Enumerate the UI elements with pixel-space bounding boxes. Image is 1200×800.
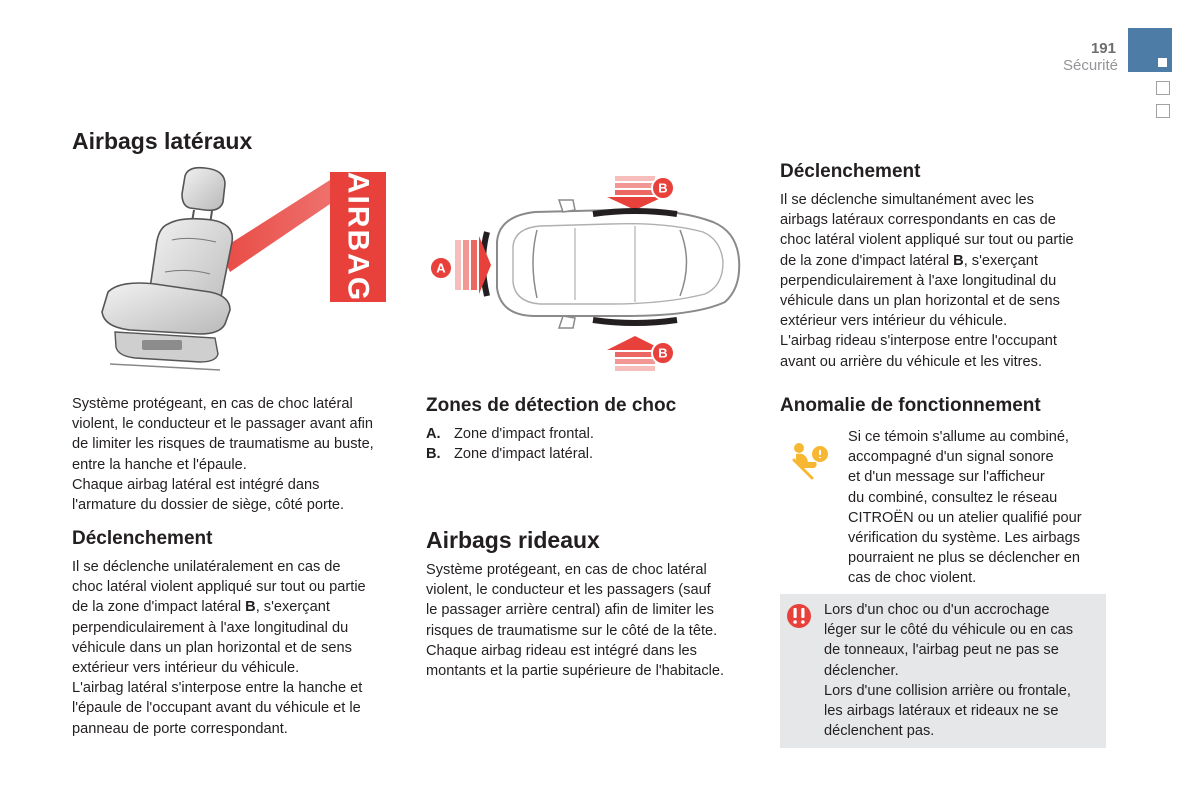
left-deploy-title: Déclenchement	[72, 528, 213, 549]
zone-item	[426, 444, 746, 464]
chapter-tab-box	[1156, 104, 1170, 118]
deploy-line: choc latéral violent appliqué sur tout ou partie	[780, 232, 1074, 249]
curtain-line: montants et la partie supérieure de l'habitacle.	[426, 663, 725, 680]
curtain-line: le passager arrière central) afin de limiter les	[426, 602, 714, 619]
deploy-line: perpendiculairement à l'axe longitudinal du	[72, 619, 349, 636]
car-impact-zones-illustration	[425, 170, 765, 380]
warning-line: léger sur le côté du véhicule ou en cas	[824, 622, 1074, 639]
deploy-line: Il se déclenche simultanément avec les	[780, 192, 1034, 208]
chapter-tab-indicator	[1158, 58, 1167, 67]
deploy-line: airbags latéraux correspondants en cas de	[780, 212, 1056, 229]
curtain-line: violent, le conducteur et les passagers (sauf	[426, 582, 711, 599]
curtain-line: risques de traumatisme sur le côté de la tête.	[426, 622, 718, 639]
intro-line: Chaque airbag latéral est intégré dans	[72, 476, 320, 493]
anomaly-line: cas de choc violent.	[848, 570, 977, 587]
deploy-line: L'airbag latéral s'interpose entre la hanche et	[72, 680, 363, 697]
anomaly-line: CITROËN ou un atelier qualifié pour	[848, 509, 1082, 526]
intro-line: de limiter les risques de traumatisme au buste,	[72, 436, 374, 453]
airbag-label: AIRBAG	[341, 171, 375, 303]
warning-line: Lors d'une collision arrière ou frontale,	[824, 682, 1071, 699]
zone-item	[426, 424, 746, 444]
zones-title: Zones de détection de choc	[426, 395, 677, 416]
anomaly-line: accompagné d'un signal sonore	[848, 449, 1054, 466]
zone-text: Zone d'impact latéral.	[454, 446, 594, 462]
deploy-line: de la zone d'impact latéral B, s'exerçant	[780, 252, 1038, 269]
anomaly-line: Si ce témoin s'allume au combiné,	[848, 429, 1069, 445]
deploy-line: perpendiculairement à l'axe longitudinal du	[780, 272, 1057, 289]
anomaly-line: du combiné, consultez le réseau	[848, 489, 1058, 506]
warning-line: déclenchent pas.	[824, 723, 935, 740]
intro-line: entre la hanche et l'épaule.	[72, 456, 247, 473]
zone-text: Zone d'impact frontal.	[454, 426, 594, 442]
impact-marker-a: A	[436, 260, 446, 276]
deploy-line: panneau de porte correspondant.	[72, 720, 288, 737]
zones-list	[426, 424, 746, 464]
deploy-line: choc latéral violent appliqué sur tout ou partie	[72, 579, 366, 596]
intro-line: l'armature du dossier de siège, côté porte.	[72, 497, 345, 514]
warning-line: déclencher.	[824, 662, 899, 679]
zone-letter: A.	[426, 426, 441, 442]
deploy-line: avant ou arrière du véhicule et les vitres.	[780, 353, 1043, 370]
curtain-line: Chaque airbag rideau est intégré dans les	[426, 642, 697, 659]
warning-exclamation-icon	[786, 603, 812, 629]
airbags-rideaux-text	[426, 560, 756, 681]
intro-line: violent, le conducteur et le passager avant afin	[72, 416, 373, 433]
anomaly-line: et d'un message sur l'afficheur	[848, 469, 1045, 486]
anomaly-line: pourraient ne plus se déclencher en	[848, 550, 1081, 567]
deploy-line: extérieur vers intérieur du véhicule.	[780, 313, 1008, 330]
impact-marker-b-bottom: B	[658, 345, 668, 361]
warning-line: Lors d'un choc ou d'un accrochage	[824, 602, 1050, 618]
intro-line: Système protégeant, en cas de choc latéral	[72, 396, 353, 412]
deploy-line: Il se déclenche unilatéralement en cas de	[72, 559, 341, 575]
deploy-line: extérieur vers intérieur du véhicule.	[72, 660, 300, 677]
anomaly-title: Anomalie de fonctionnement	[780, 395, 1041, 416]
deploy-line: véhicule dans un plan horizontal et de sens	[72, 639, 352, 656]
anomaly-line: vérification du système. Les airbags	[848, 530, 1080, 547]
zone-letter: B.	[426, 446, 441, 462]
warning-text	[824, 600, 1104, 741]
warning-line: les airbags latéraux et rideaux ne se	[824, 703, 1059, 720]
anomaly-text	[848, 427, 1108, 589]
left-deploy-text	[72, 557, 402, 739]
airbags-lateraux-intro	[72, 394, 402, 515]
section-name: Sécurité	[1062, 57, 1118, 74]
warning-line: de tonneaux, l'airbag peut ne pas se	[824, 642, 1059, 659]
page-number: 191	[1090, 40, 1116, 57]
chapter-tab-box	[1156, 81, 1170, 95]
deploy-line: de la zone d'impact latéral B, s'exerçant	[72, 599, 330, 616]
deploy-line: L'airbag rideau s'interpose entre l'occupant	[780, 333, 1057, 350]
airbags-rideaux-title: Airbags rideaux	[426, 527, 600, 553]
airbag-warning-lamp-icon	[786, 440, 836, 480]
airbags-lateraux-title: Airbags latéraux	[72, 128, 253, 154]
deploy-line: véhicule dans un plan horizontal et de sens	[780, 293, 1060, 310]
impact-marker-b-top: B	[658, 180, 668, 196]
seat-airbag-illustration	[90, 162, 390, 377]
curtain-line: Système protégeant, en cas de choc latéral	[426, 562, 707, 578]
right-deploy-title: Déclenchement	[780, 161, 921, 182]
deploy-line: l'épaule de l'occupant avant du véhicule et le	[72, 700, 361, 717]
right-deploy-text	[780, 190, 1110, 372]
